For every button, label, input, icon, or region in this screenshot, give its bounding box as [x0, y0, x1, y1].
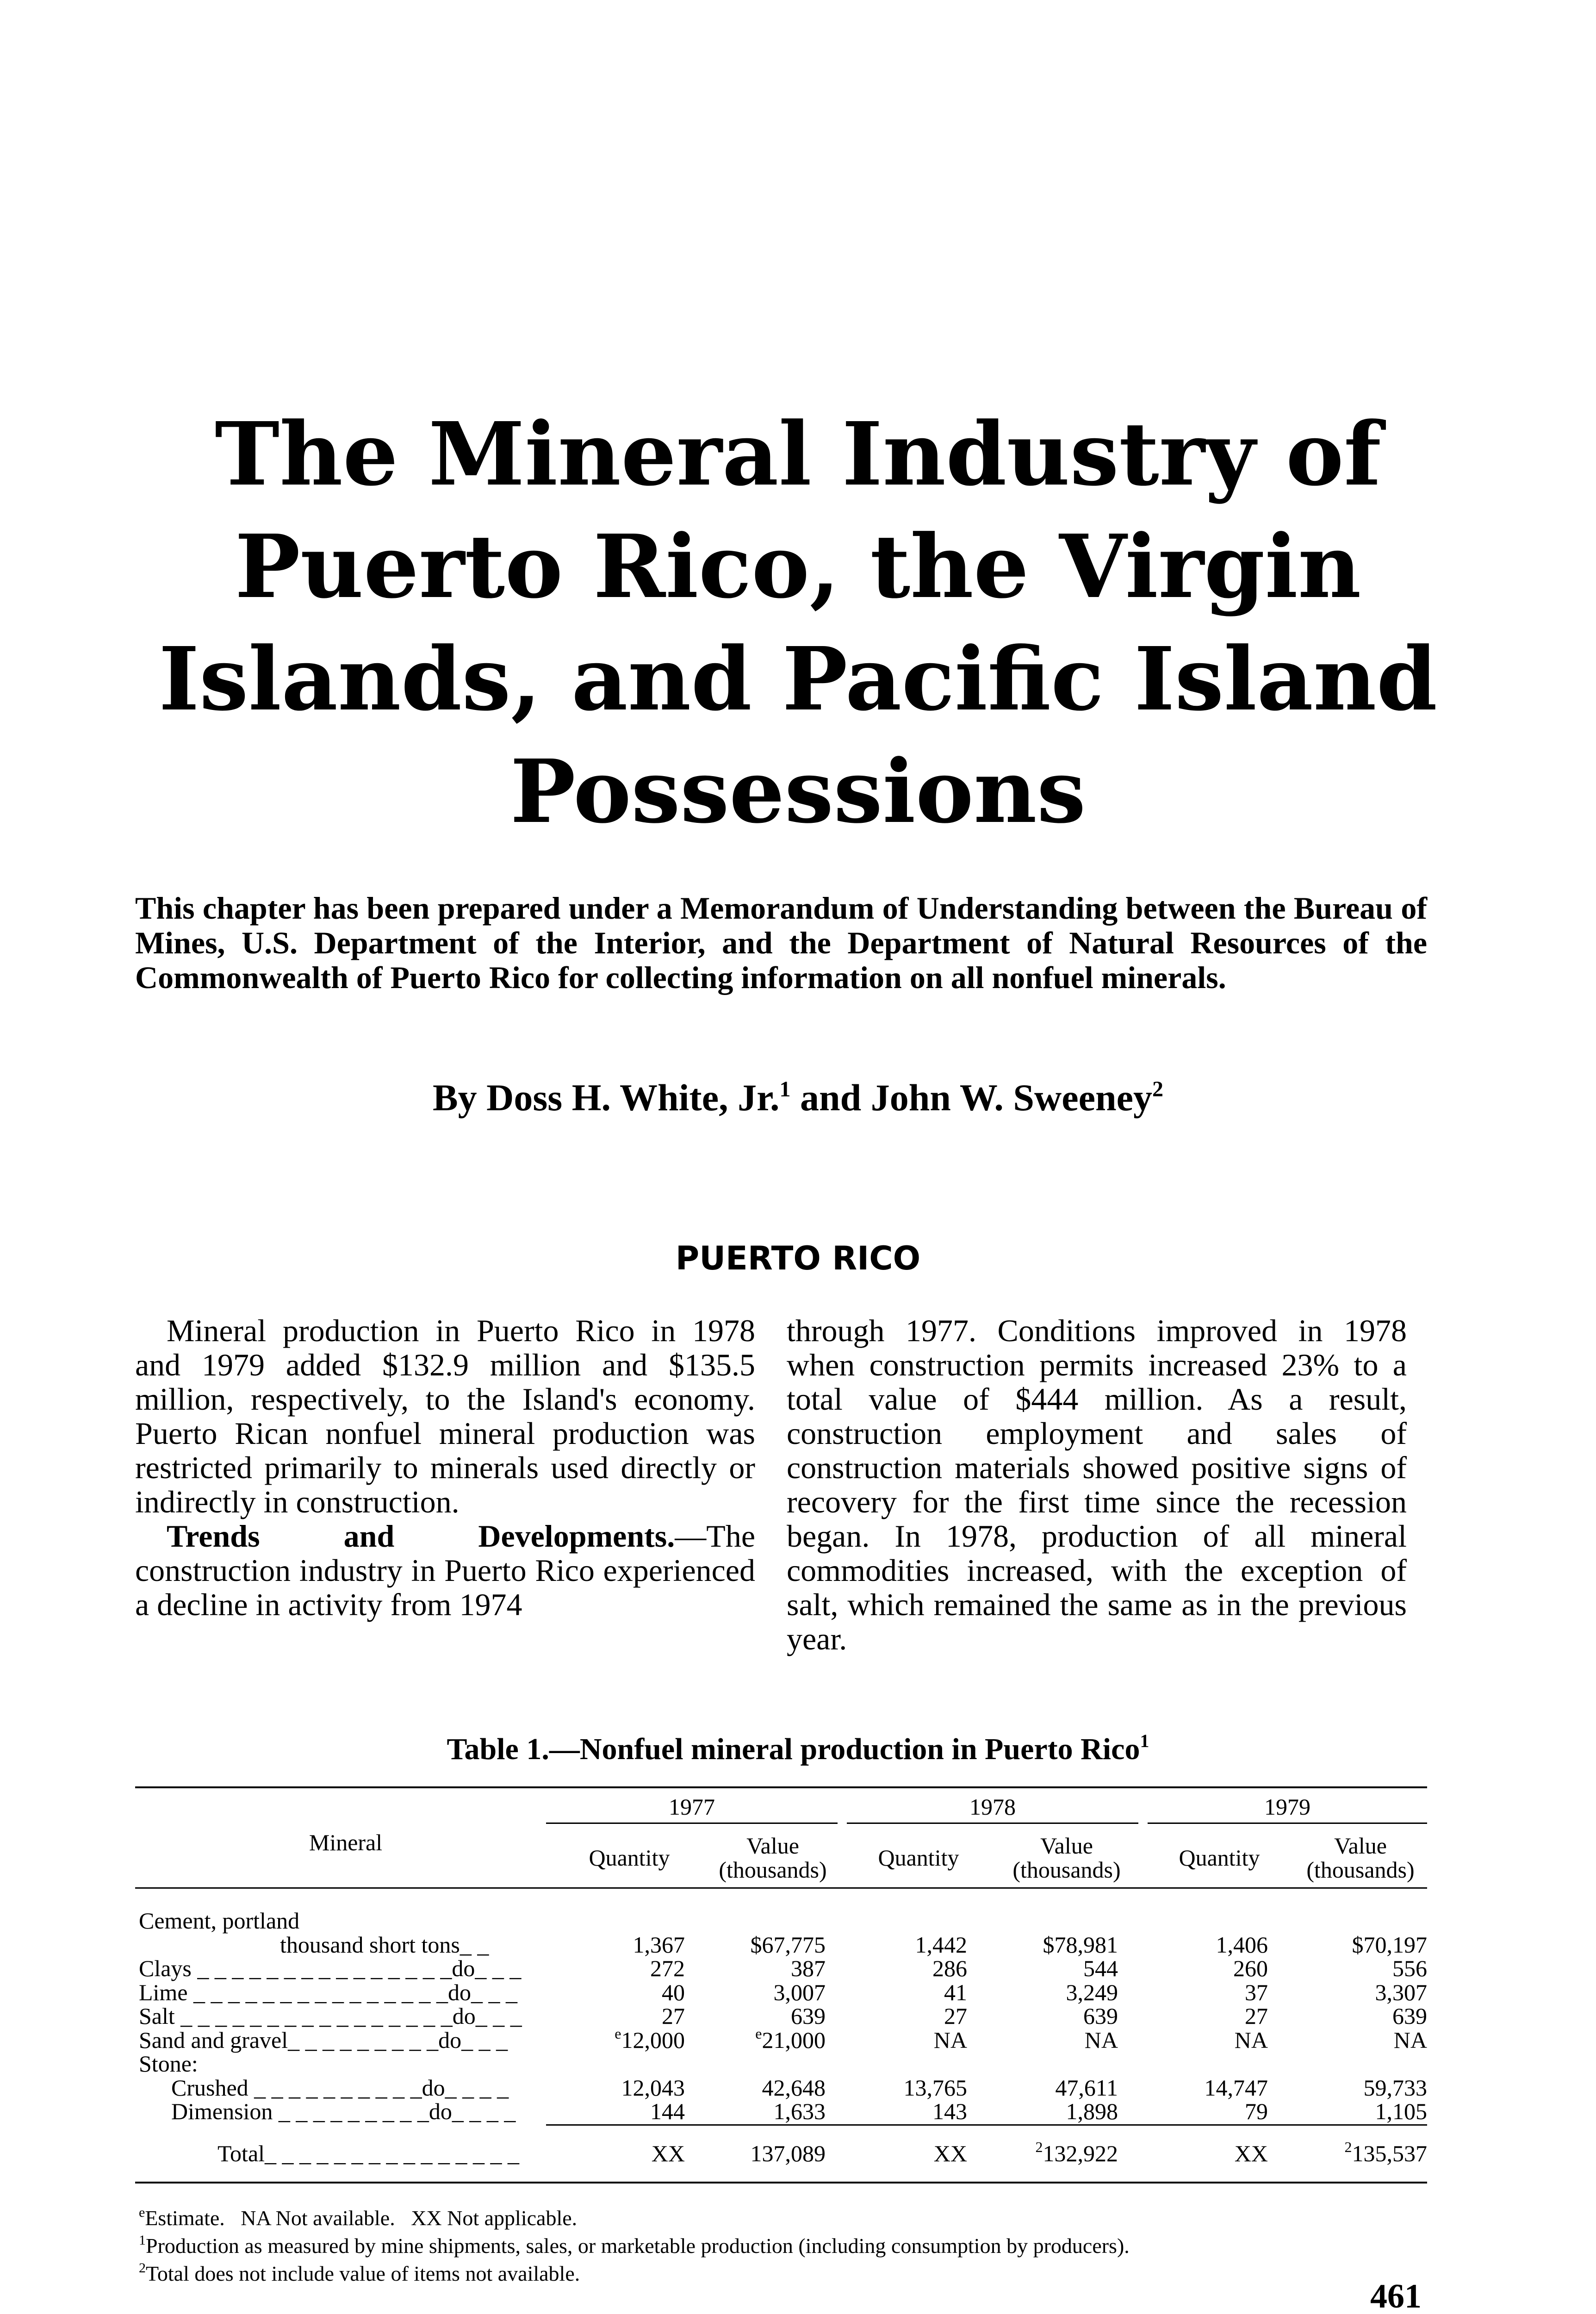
- year-header: 1977: [669, 1794, 715, 1820]
- table-cell: 79: [1245, 2098, 1268, 2124]
- footnote-text: Total does not include value of items not available.: [146, 2262, 580, 2285]
- subheader-value-line: (thousands): [719, 1857, 827, 1883]
- table-top-rule: [135, 1786, 1427, 1788]
- table-cell: 639: [791, 2003, 826, 2029]
- subheader-value-line: (thousands): [1012, 1857, 1121, 1883]
- subheader-quantity: Quantity: [1179, 1845, 1260, 1871]
- cell-footnote-mark: 2: [1035, 2139, 1043, 2155]
- body-column-right: [787, 1313, 1407, 1656]
- cell-value: 132,922: [1043, 2140, 1118, 2166]
- table-cell: 3,249: [1066, 1979, 1118, 2005]
- table-title-text: Table 1.—Nonfuel mineral production in Puerto Rico: [447, 1732, 1140, 1766]
- total-cell: 137,089: [750, 2140, 826, 2166]
- table-cell: 272: [650, 1955, 685, 1981]
- total-cell: XX: [651, 2140, 685, 2166]
- chapter-title: [139, 398, 1457, 848]
- body-paragraph: Mineral production in Puerto Rico in 1978 and 1979 added $132.9 million and $135.5 million, respectively, to the Island's economy. Puerto Rican nonfuel mineral production was restricted primarily to minerals used directly or indirectly in construction.: [135, 1313, 755, 1519]
- row-label: Cement, portland: [139, 1908, 300, 1934]
- total-cell: XX: [933, 2140, 967, 2166]
- total-label: Total_ _ _ _ _ _ _ _ _ _ _ _ _ _ _: [217, 2140, 520, 2166]
- table-cell: NA: [933, 2027, 967, 2053]
- subheader-value: [1291, 1834, 1430, 1882]
- column-header-mineral: Mineral: [309, 1829, 383, 1855]
- table-cell: 27: [662, 2003, 685, 2029]
- table-title: [0, 1732, 1596, 1767]
- footnote: [139, 2234, 1130, 2258]
- total-cell: [1288, 2139, 1427, 2166]
- table-cell: NA: [1234, 2027, 1268, 2053]
- table-cell: 639: [1392, 2003, 1427, 2029]
- table-cell: 42,648: [762, 2074, 826, 2101]
- cell-value: 135,537: [1352, 2140, 1427, 2166]
- subheader-value-line: Value: [1334, 1833, 1387, 1859]
- subheader-value-line: (thousands): [1306, 1857, 1415, 1883]
- table-cell: 1,898: [1066, 2098, 1118, 2124]
- cell-footnote-mark: e: [615, 2025, 621, 2042]
- footnote: [139, 2207, 577, 2230]
- subheader-value-line: Value: [746, 1833, 799, 1859]
- footnote: [139, 2262, 580, 2285]
- section-heading: PUERTO RICO: [675, 1239, 921, 1277]
- table-cell: 41: [944, 1979, 967, 2005]
- total-cell: XX: [1234, 2140, 1268, 2166]
- body-paragraph: through 1977. Conditions improved in 1978 when construction permits increased 23% to a total value of $444 million. As a result, construction employment and sales of construction materials showed positive signs of recovery for the first time since the recession began. In 1978, production of all mineral commodities increased, with the exception of salt, which remained the same as in the previous year.: [787, 1313, 1407, 1656]
- table-cell: 144: [650, 2098, 685, 2124]
- table-cell: 3,307: [1375, 1979, 1427, 2005]
- footnote-mark: 1: [139, 2233, 146, 2248]
- title-line: Possessions: [510, 740, 1086, 843]
- table-cell: $70,197: [1352, 1931, 1427, 1958]
- footnote-text: Estimate. NA Not available. XX Not applicable.: [145, 2206, 578, 2230]
- table-cell: 1,442: [915, 1931, 967, 1958]
- byline-prefix: By Doss H. White, Jr.: [432, 1076, 780, 1119]
- table-cell: 143: [932, 2098, 967, 2124]
- table-cell: $78,981: [1043, 1931, 1118, 1958]
- subheader-value-line: Value: [1040, 1833, 1093, 1859]
- subheader-value: [696, 1834, 849, 1882]
- byline: [0, 1076, 1596, 1120]
- table-cell: NA: [1084, 2027, 1118, 2053]
- title-line: Puerto Rico, the Virgin: [235, 516, 1361, 618]
- row-label: Salt _ _ _ _ _ _ _ _ _ _ _ _ _ _ _ _do_ _ _: [139, 2003, 522, 2029]
- table-cell: $67,775: [750, 1931, 826, 1958]
- body-column-left: [135, 1313, 755, 1622]
- table-title-footnote: 1: [1140, 1730, 1149, 1751]
- row-label: Lime _ _ _ _ _ _ _ _ _ _ _ _ _ _ _do_ _ _: [139, 1979, 518, 2005]
- body-paragraph: [135, 1519, 755, 1622]
- intro-paragraph: This chapter has been prepared under a Memorandum of Understanding between the Bureau of Mines, U.S. Department of the Interior, and the Department of Natural Resources of the Commonwealth of Puerto Rico for collecting information on all nonfuel minerals.: [135, 890, 1427, 995]
- paragraph-text: —The construction industry in Puerto Rico experienced a decline in activity from 1974: [135, 1518, 755, 1622]
- header-bottom-rule: [135, 1887, 1427, 1889]
- cell-footnote-mark: 2: [1344, 2139, 1352, 2155]
- cell-footnote-mark: e: [755, 2025, 762, 2042]
- footnote-mark: e: [139, 2205, 145, 2220]
- table-cell: NA: [1393, 2027, 1427, 2053]
- row-label: Clays _ _ _ _ _ _ _ _ _ _ _ _ _ _ _do_ _ _: [139, 1955, 522, 1981]
- total-top-rule: [546, 2124, 1427, 2126]
- table-cell: 639: [1083, 2003, 1118, 2029]
- row-label: Dimension _ _ _ _ _ _ _ _ _do_ _ _ _: [171, 2098, 516, 2124]
- year-underline: [546, 1823, 838, 1824]
- year-header: 1978: [969, 1794, 1016, 1820]
- total-cell: [979, 2139, 1118, 2166]
- byline-footnote-1: 1: [779, 1077, 791, 1101]
- table-cell: 14,747: [1204, 2074, 1268, 2101]
- table-cell: [546, 2025, 685, 2053]
- table-cell: [687, 2025, 826, 2053]
- table-cell: 47,611: [1055, 2074, 1118, 2101]
- paragraph-lead: Trends and Developments.: [167, 1518, 675, 1554]
- table-cell: 286: [932, 1955, 967, 1981]
- row-label: Stone:: [139, 2051, 198, 2077]
- table-cell: 260: [1233, 1955, 1268, 1981]
- row-label: Sand and gravel_ _ _ _ _ _ _ _ _do_ _ _: [139, 2027, 508, 2053]
- year-header: 1979: [1264, 1794, 1310, 1820]
- table-cell: 13,765: [903, 2074, 967, 2101]
- table-cell: 37: [1245, 1979, 1268, 2005]
- row-label: Crushed _ _ _ _ _ _ _ _ _ _do_ _ _ _: [171, 2074, 509, 2101]
- subheader-quantity: Quantity: [878, 1845, 959, 1871]
- table-cell: 27: [944, 2003, 967, 2029]
- table-cell: 3,007: [773, 1979, 826, 2005]
- table-cell: 1,633: [773, 2098, 826, 2124]
- table-cell: 387: [791, 1955, 826, 1981]
- footnote-text: Production as measured by mine shipments, sales, or marketable production (including consumption by producers).: [146, 2234, 1130, 2258]
- table-cell: 1,105: [1375, 2098, 1427, 2124]
- subheader-quantity: Quantity: [589, 1845, 670, 1871]
- page-number: 461: [1370, 2277, 1422, 2314]
- year-underline: [1148, 1823, 1427, 1824]
- subheader-value: [988, 1834, 1145, 1882]
- table-cell: 12,043: [621, 2074, 685, 2101]
- byline-footnote-2: 2: [1152, 1077, 1164, 1101]
- byline-middle: and John W. Sweeney: [790, 1076, 1153, 1119]
- table-cell: 1,406: [1216, 1931, 1268, 1958]
- table-cell: 40: [662, 1979, 685, 2005]
- cell-value: 12,000: [621, 2027, 685, 2053]
- table-cell: 27: [1245, 2003, 1268, 2029]
- title-line: The Mineral Industry of: [215, 403, 1381, 505]
- title-line: Islands, and Pacific Island: [158, 628, 1438, 730]
- cell-value: 21,000: [762, 2027, 826, 2053]
- table-cell: 1,367: [633, 1931, 685, 1958]
- table-bottom-rule: [135, 2182, 1427, 2183]
- row-label: thousand short tons_ _: [280, 1931, 489, 1958]
- table-cell: 544: [1083, 1955, 1118, 1981]
- table-cell: 556: [1392, 1955, 1427, 1981]
- footnote-mark: 2: [139, 2260, 146, 2276]
- year-underline: [847, 1823, 1138, 1824]
- table-cell: 59,733: [1363, 2074, 1427, 2101]
